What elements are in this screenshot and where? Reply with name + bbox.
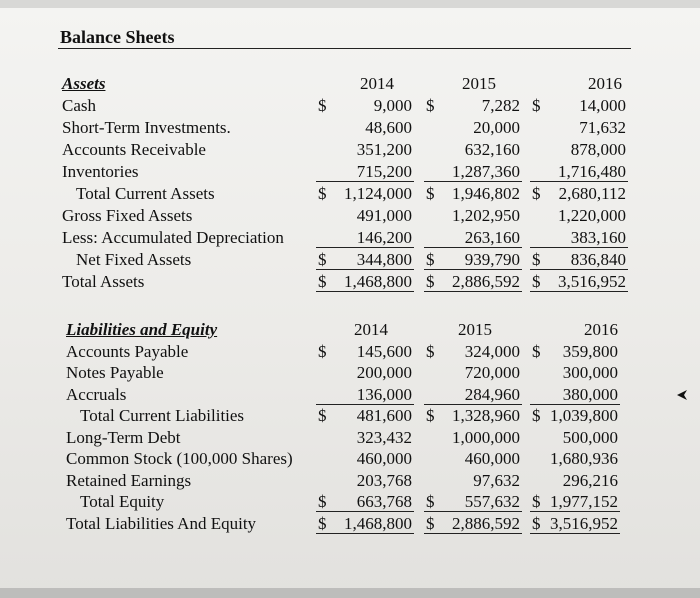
- assets-underline: [316, 181, 414, 182]
- liabilities-underline: [424, 404, 522, 405]
- liabilities-value-cell: 200,000: [356, 363, 412, 382]
- assets-row: [0, 271, 700, 293]
- assets-value-cell: 14,000: [579, 96, 626, 115]
- assets-row: [0, 205, 700, 227]
- liabilities-value-cell: 2,886,592: [452, 513, 520, 533]
- assets-row: [0, 227, 700, 249]
- liabilities-underline: [316, 533, 414, 534]
- assets-row-label: Net Fixed Assets: [76, 250, 192, 269]
- assets-underline: [316, 291, 414, 292]
- assets-underline: [530, 291, 628, 292]
- liabilities-underline: [424, 533, 522, 534]
- assets-year-2016: 2016: [588, 74, 622, 93]
- assets-underline: [530, 181, 628, 182]
- liabilities-value-cell: 97,632: [473, 470, 520, 490]
- assets-underline: [316, 247, 414, 248]
- assets-value-cell: 2,886,592: [452, 272, 520, 291]
- assets-value-cell: 1,716,480: [558, 162, 626, 181]
- assets-value-cell: 1,220,000: [558, 206, 626, 225]
- assets-underline: [424, 269, 522, 270]
- assets-row: [0, 183, 700, 205]
- liabilities-value-cell: 557,632: [464, 492, 520, 511]
- assets-value-cell: 836,840: [570, 250, 626, 269]
- assets-value-cell: 1,946,802: [452, 184, 520, 203]
- liabilities-value-cell: 720,000: [464, 363, 520, 382]
- liabilities-value-cell: 136,000: [356, 384, 412, 404]
- assets-row-label: Inventories: [62, 162, 139, 181]
- liabilities-dollar-sign: $: [532, 341, 541, 361]
- liabilities-year-2016: 2016: [584, 320, 618, 339]
- assets-dollar-sign: $: [426, 250, 435, 269]
- liabilities-underline: [530, 533, 620, 534]
- page-title: Balance Sheets: [60, 27, 175, 47]
- assets-value-cell: 878,000: [570, 140, 626, 159]
- liabilities-value-cell: 500,000: [562, 427, 618, 447]
- assets-value-cell: 9,000: [373, 96, 412, 115]
- liabilities-dollar-sign: $: [426, 492, 435, 511]
- assets-underline: [424, 247, 522, 248]
- liabilities-value-cell: 296,216: [562, 470, 618, 490]
- liabilities-underline: [530, 511, 620, 512]
- assets-value-cell: 1,124,000: [344, 184, 412, 203]
- liabilities-dollar-sign: $: [532, 513, 541, 533]
- assets-row: [0, 139, 700, 161]
- liabilities-year-2014: 2014: [354, 320, 388, 339]
- assets-row-label: Total Assets: [62, 272, 145, 291]
- liabilities-value-cell: 203,768: [356, 470, 412, 490]
- liabilities-dollar-sign: $: [426, 513, 435, 533]
- assets-year-2014: 2014: [360, 74, 394, 93]
- liabilities-row-label: Total Current Liabilities: [80, 406, 245, 425]
- assets-dollar-sign: $: [426, 184, 435, 203]
- assets-value-cell: 344,800: [356, 250, 412, 269]
- liabilities-row-label: Notes Payable: [66, 363, 164, 382]
- liabilities-value-cell: 300,000: [562, 363, 618, 382]
- liabilities-row-label: Accruals: [66, 384, 127, 404]
- liabilities-row-label: Long-Term Debt: [66, 427, 181, 447]
- liabilities-row: [0, 405, 700, 427]
- liabilities-row: [0, 341, 700, 363]
- liabilities-value-cell: 145,600: [356, 341, 412, 361]
- liabilities-underline: [530, 404, 620, 405]
- assets-underline: [316, 269, 414, 270]
- assets-dollar-sign: $: [426, 272, 435, 291]
- liabilities-row: [0, 491, 700, 513]
- page-top-edge: [0, 0, 700, 8]
- liabilities-value-cell: 1,468,800: [344, 513, 412, 533]
- assets-row: [0, 249, 700, 271]
- assets-value-cell: 7,282: [481, 96, 520, 115]
- liabilities-row-label: Total Equity: [80, 492, 165, 511]
- assets-dollar-sign: $: [318, 96, 327, 115]
- liabilities-underline: [424, 511, 522, 512]
- liabilities-value-cell: 1,000,000: [452, 427, 520, 447]
- liabilities-header-row: [0, 319, 700, 341]
- liabilities-dollar-sign: $: [532, 492, 541, 511]
- assets-value-cell: 939,790: [464, 250, 520, 269]
- mouse-cursor-icon: [676, 388, 690, 402]
- assets-dollar-sign: $: [532, 272, 541, 291]
- assets-dollar-sign: $: [532, 96, 541, 115]
- assets-row: [0, 117, 700, 139]
- assets-row-label: Cash: [62, 96, 96, 115]
- assets-value-cell: 1,468,800: [344, 272, 412, 291]
- liabilities-value-cell: 1,328,960: [452, 406, 520, 425]
- assets-row-label: Gross Fixed Assets: [62, 206, 193, 225]
- liabilities-dollar-sign: $: [318, 513, 327, 533]
- liabilities-value-cell: 1,039,800: [550, 406, 618, 425]
- liabilities-value-cell: 460,000: [464, 449, 520, 468]
- assets-value-cell: 1,202,950: [452, 206, 520, 225]
- liabilities-section-header: Liabilities and Equity: [66, 320, 218, 339]
- liabilities-row: [0, 362, 700, 384]
- assets-dollar-sign: $: [318, 250, 327, 269]
- assets-dollar-sign: $: [318, 184, 327, 203]
- assets-value-cell: 71,632: [579, 118, 626, 137]
- assets-underline: [424, 291, 522, 292]
- liabilities-year-2015: 2015: [458, 320, 492, 339]
- liabilities-value-cell: 324,000: [464, 341, 520, 361]
- assets-underline: [530, 247, 628, 248]
- liabilities-value-cell: 284,960: [464, 384, 520, 404]
- liabilities-value-cell: 663,768: [356, 492, 412, 511]
- assets-value-cell: 383,160: [570, 228, 626, 247]
- assets-value-cell: 48,600: [365, 118, 412, 137]
- assets-row-label: Less: Accumulated Depreciation: [62, 228, 284, 247]
- assets-value-cell: 715,200: [356, 162, 412, 181]
- liabilities-value-cell: 359,800: [562, 341, 618, 361]
- assets-value-cell: 491,000: [356, 206, 412, 225]
- liabilities-dollar-sign: $: [532, 406, 541, 425]
- assets-value-cell: 146,200: [356, 228, 412, 247]
- liabilities-row-label: Accounts Payable: [66, 341, 189, 361]
- page-bottom-edge: [0, 588, 700, 598]
- liabilities-row: [0, 513, 700, 535]
- assets-value-cell: 632,160: [464, 140, 520, 159]
- liabilities-value-cell: 1,977,152: [550, 492, 618, 511]
- assets-header-row: [0, 73, 700, 95]
- liabilities-value-cell: 323,432: [356, 427, 412, 447]
- liabilities-dollar-sign: $: [426, 406, 435, 425]
- assets-dollar-sign: $: [532, 250, 541, 269]
- assets-value-cell: 263,160: [464, 228, 520, 247]
- liabilities-dollar-sign: $: [426, 341, 435, 361]
- liabilities-row: [0, 470, 700, 492]
- liabilities-value-cell: 460,000: [356, 449, 412, 468]
- assets-year-2015: 2015: [462, 74, 496, 93]
- assets-row: [0, 161, 700, 183]
- liabilities-dollar-sign: $: [318, 341, 327, 361]
- title-underline: [58, 48, 631, 49]
- liabilities-row: [0, 384, 700, 406]
- assets-section-header: Assets: [62, 74, 106, 93]
- liabilities-value-cell: 380,000: [562, 384, 618, 404]
- liabilities-row: [0, 427, 700, 449]
- liabilities-value-cell: 481,600: [356, 406, 412, 425]
- liabilities-underline: [316, 404, 414, 405]
- assets-underline: [424, 181, 522, 182]
- assets-value-cell: 1,287,360: [452, 162, 520, 181]
- assets-value-cell: 351,200: [356, 140, 412, 159]
- liabilities-row-label: Common Stock (100,000 Shares): [66, 449, 293, 468]
- assets-value-cell: 2,680,112: [558, 184, 626, 203]
- assets-dollar-sign: $: [318, 272, 327, 291]
- assets-row-label: Short-Term Investments.: [62, 118, 231, 137]
- assets-row-label: Accounts Receivable: [62, 140, 206, 159]
- liabilities-row-label: Total Liabilities And Equity: [66, 513, 257, 533]
- assets-underline: [530, 269, 628, 270]
- liabilities-dollar-sign: $: [318, 492, 327, 511]
- liabilities-underline: [316, 511, 414, 512]
- assets-value-cell: 3,516,952: [558, 272, 626, 291]
- liabilities-dollar-sign: $: [318, 406, 327, 425]
- liabilities-value-cell: 1,680,936: [550, 449, 618, 468]
- assets-row-label: Total Current Assets: [76, 184, 215, 203]
- liabilities-value-cell: 3,516,952: [550, 513, 618, 533]
- assets-row: [0, 95, 700, 117]
- assets-dollar-sign: $: [426, 96, 435, 115]
- assets-value-cell: 20,000: [473, 118, 520, 137]
- liabilities-row-label: Retained Earnings: [66, 470, 192, 490]
- assets-dollar-sign: $: [532, 184, 541, 203]
- liabilities-row: [0, 448, 700, 470]
